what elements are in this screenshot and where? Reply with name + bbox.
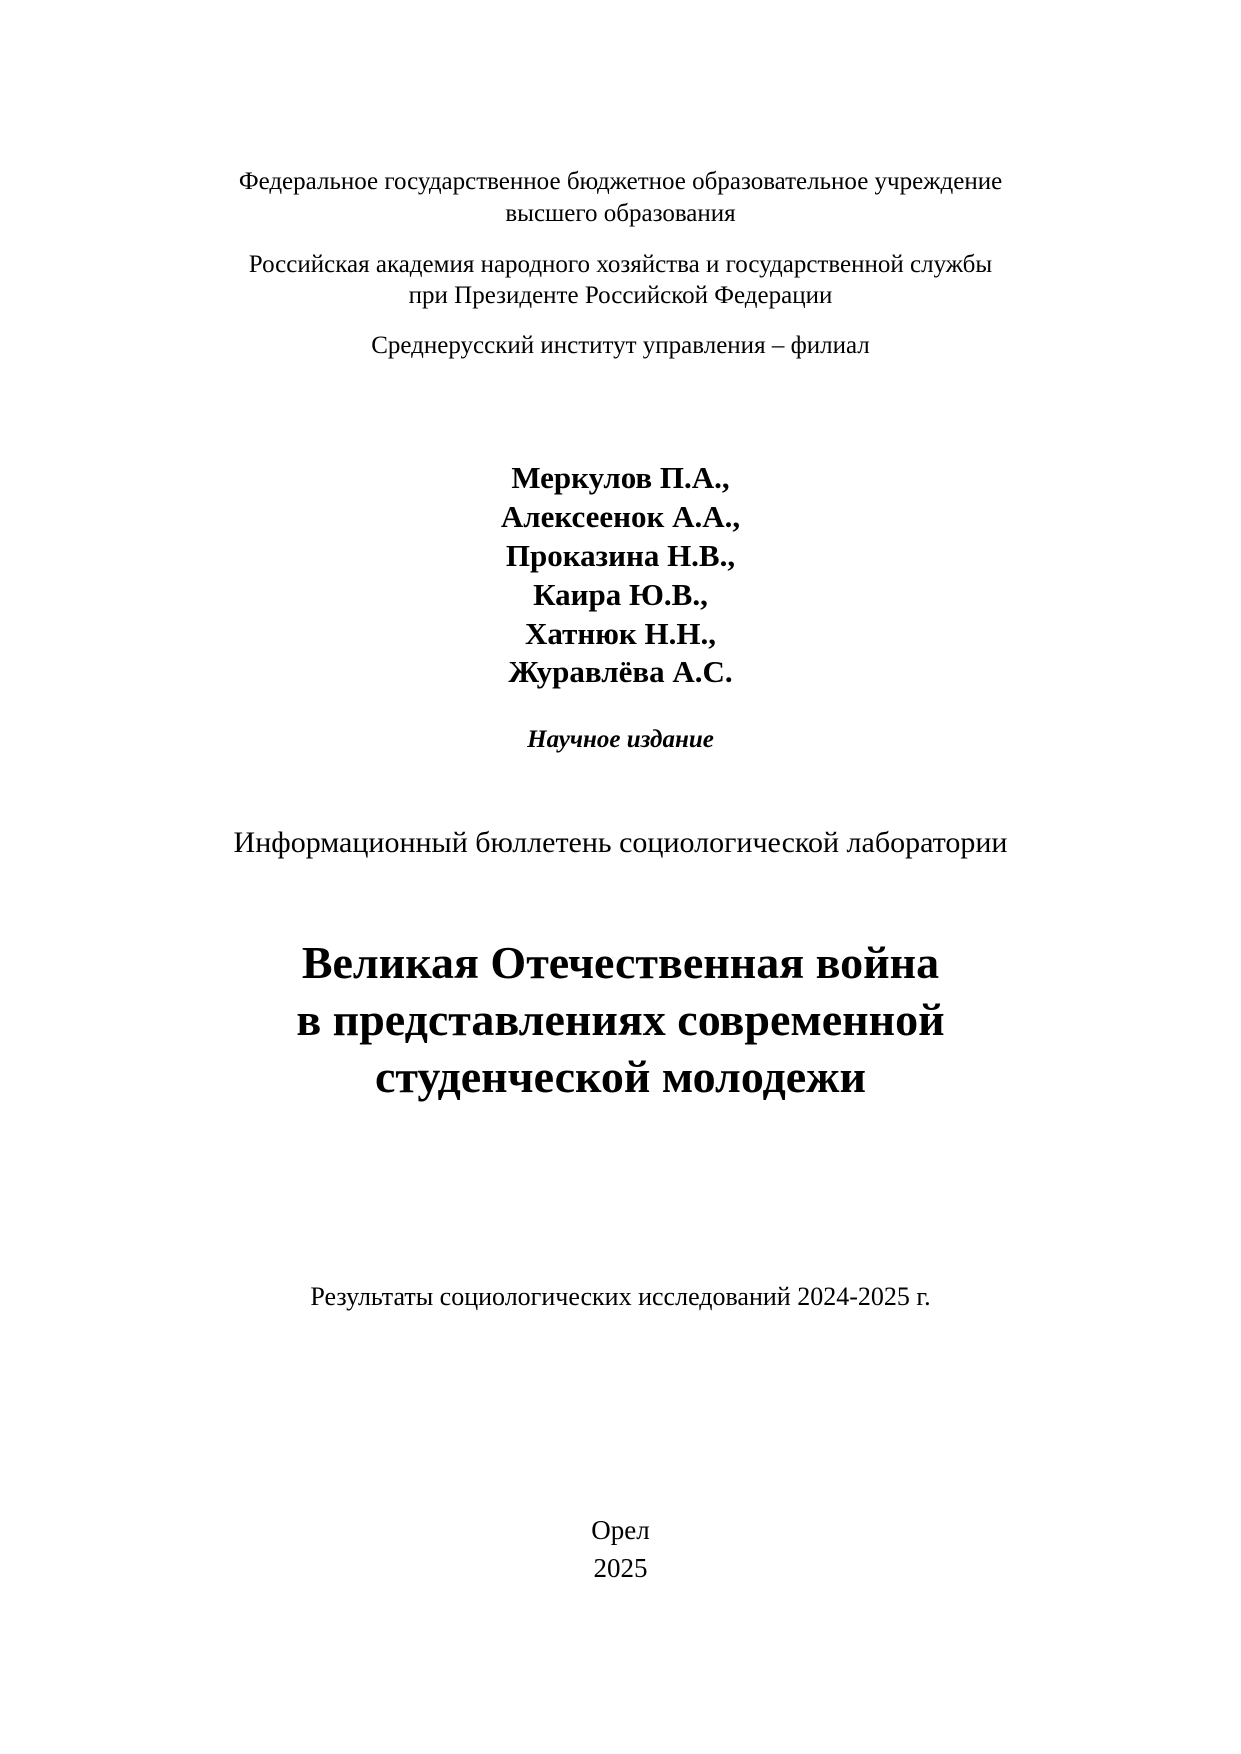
title-line-2: в представлениях современной bbox=[296, 994, 945, 1045]
author-5: Хатнюк Н.Н., bbox=[525, 616, 716, 651]
author-3: Проказина Н.В., bbox=[505, 538, 736, 573]
author-1: Меркулов П.А., bbox=[511, 460, 730, 495]
edition-type: Научное издание bbox=[527, 726, 714, 753]
branch-name: Среднерусский институт управления – филиал bbox=[371, 332, 870, 359]
subtitle: Результаты социологических исследований 2024-2025 г. bbox=[310, 1282, 931, 1311]
title-line-1: Великая Отечественная война bbox=[301, 937, 940, 988]
series-name: Информационный бюллетень социологической лаборатории bbox=[233, 826, 1008, 859]
academy-line-1: Российская академия народного хозяйства и государственной службы bbox=[248, 251, 993, 278]
author-6: Журавлёва А.С. bbox=[508, 654, 733, 689]
institution-line-2: высшего образования bbox=[505, 200, 736, 227]
academy-line-2: при Президенте Российской Федерации bbox=[408, 282, 833, 309]
institution-line-1: Федеральное государственное бюджетное образовательное учреждение bbox=[238, 168, 1003, 195]
author-2: Алексеенок А.А., bbox=[500, 499, 741, 534]
title-line-3: студенческой молодежи bbox=[374, 1051, 867, 1102]
author-4: Каира Ю.В., bbox=[533, 577, 708, 612]
imprint-city: Орел bbox=[591, 1515, 650, 1545]
imprint-year: 2025 bbox=[593, 1553, 648, 1583]
